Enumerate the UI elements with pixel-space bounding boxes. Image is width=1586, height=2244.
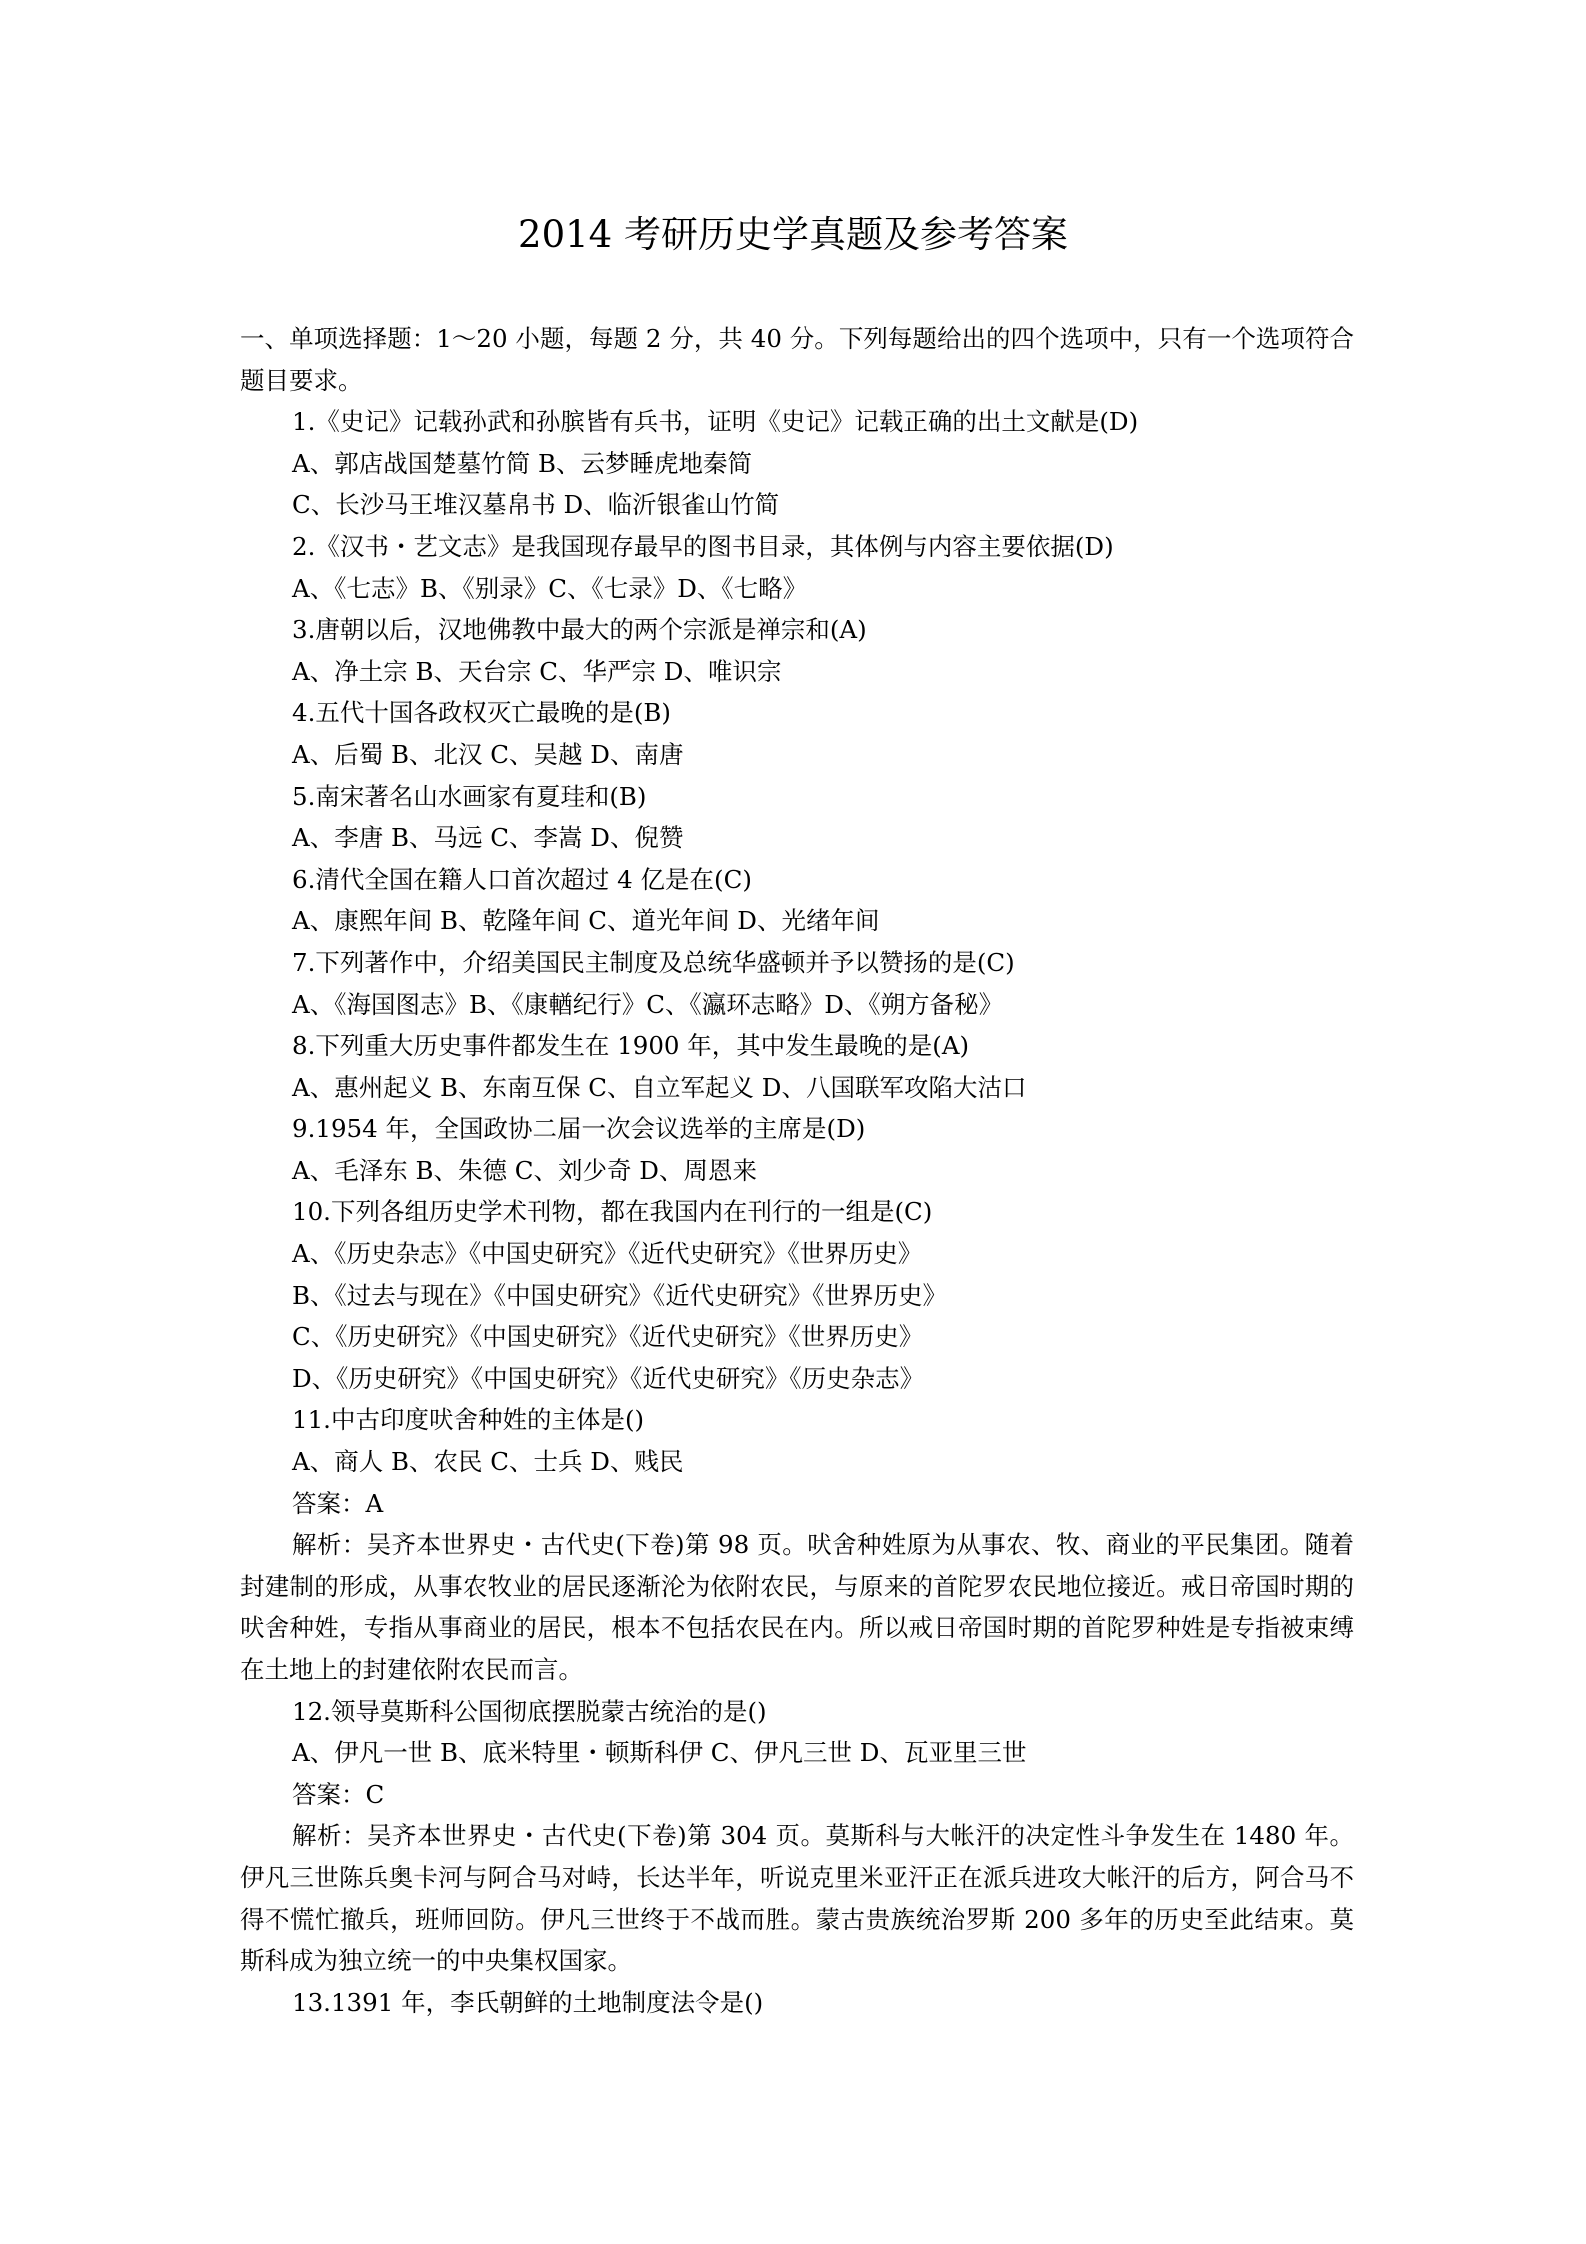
paragraph: 1.《史记》记载孙武和孙膑皆有兵书，证明《史记》记载正确的出土文献是(D): [292, 407, 1139, 437]
paragraph: 8.下列重大历史事件都发生在 1900 年，其中发生最晚的是(A): [292, 1031, 970, 1061]
paragraph: C、长沙马王堆汉墓帛书 D、临沂银雀山竹简: [292, 490, 780, 520]
paragraph: 6.清代全国在籍人口首次超过 4 亿是在(C): [292, 864, 752, 894]
paragraph: 解析：吴齐本世界史・古代史(下卷)第 98 页。吠舍种姓原为从事农、牧、商业的平民集团。随着封建制的形成，从事农牧业的居民逐渐沦为依附农民，与原来的首陀罗农民地位接近。戒日帝国时期的吠舍种姓，专指从事商业的居民，根本不包括农民在内。所以戒日帝国时期的首陀罗种姓是专指被束缚在土地上的封建依附农民而言。: [240, 1530, 1354, 1684]
paragraph: 答案：A: [292, 1488, 384, 1518]
section-heading: 一、单项选择题：1～20 小题，每题 2 分，共 40 分。下列每题给出的四个选项中，只有一个选项符合题目要求。: [240, 324, 1354, 395]
paragraph: A、净土宗 B、天台宗 C、华严宗 D、唯识宗: [292, 656, 782, 686]
paragraph: 10.下列各组历史学术刊物，都在我国内在刊行的一组是(C): [292, 1197, 933, 1227]
paragraph: A、康熙年间 B、乾隆年间 C、道光年间 D、光绪年间: [292, 906, 880, 936]
paragraph: B、《过去与现在》《中国史研究》《近代史研究》《世界历史》: [292, 1280, 948, 1310]
paragraph: A、后蜀 B、北汉 C、吴越 D、南唐: [292, 739, 684, 769]
paragraph: A、《历史杂志》《中国史研究》《近代史研究》《世界历史》: [292, 1239, 923, 1269]
page-title: 2014 考研历史学真题及参考答案: [518, 213, 1068, 256]
paragraph: A、商人 B、农民 C、士兵 D、贱民: [292, 1447, 684, 1477]
paragraph: A、李唐 B、马远 C、李嵩 D、倪赞: [292, 823, 684, 853]
paragraph: A、伊凡一世 B、底米特里・顿斯科伊 C、伊凡三世 D、瓦亚里三世: [292, 1738, 1027, 1768]
paragraph: 2.《汉书・艺文志》是我国现存最早的图书目录，其体例与内容主要依据(D): [292, 531, 1114, 561]
paragraph: C、《历史研究》《中国史研究》《近代史研究》《世界历史》: [292, 1322, 924, 1352]
paragraph: 4.五代十国各政权灭亡最晚的是(B): [292, 698, 671, 728]
paragraph: 答案：C: [292, 1779, 385, 1809]
paragraph: 3.唐朝以后，汉地佛教中最大的两个宗派是禅宗和(A): [292, 615, 867, 645]
paragraph: 13.1391 年，李氏朝鲜的土地制度法令是(): [292, 1987, 764, 2017]
paragraph: 解析：吴齐本世界史・古代史(下卷)第 304 页。莫斯科与大帐汗的决定性斗争发生在 1480 年。伊凡三世陈兵奥卡河与阿合马对峙，长达半年，听说克里米亚汗正在派兵进攻大帐汗的后方，阿合马不得不慌忙撤兵，班师回防。伊凡三世终于不战而胜。蒙古贵族统治罗斯 200 多年的历史至此结束。莫斯科成为独立统一的中央集权国家。: [240, 1821, 1354, 1976]
paragraph: A、郭店战国楚墓竹简 B、云梦睡虎地秦简: [292, 448, 752, 478]
paragraph: 12.领导莫斯科公国彻底摆脱蒙古统治的是(): [292, 1696, 767, 1726]
paragraph: A、《海国图志》B、《康輶纪行》C、《瀛环志略》D、《朔方备秘》: [292, 989, 1004, 1019]
paragraph: 11.中古印度吠舍种姓的主体是(): [292, 1405, 645, 1435]
paragraph: A、《七志》B、《别录》C、《七录》D、《七略》: [292, 573, 808, 603]
paragraph: A、毛泽东 B、朱德 C、刘少奇 D、周恩来: [292, 1155, 757, 1185]
document-body: [240, 318, 1354, 2023]
paragraph: 7.下列著作中，介绍美国民主制度及总统华盛顿并予以赞扬的是(C): [292, 947, 1015, 977]
paragraph: 5.南宋著名山水画家有夏珪和(B): [292, 781, 647, 811]
paragraph: D、《历史研究》《中国史研究》《近代史研究》《历史杂志》: [292, 1363, 925, 1393]
paragraph: A、惠州起义 B、东南互保 C、自立军起义 D、八国联军攻陷大沽口: [292, 1072, 1027, 1102]
paragraph: 9.1954 年，全国政协二届一次会议选举的主席是(D): [292, 1114, 866, 1144]
